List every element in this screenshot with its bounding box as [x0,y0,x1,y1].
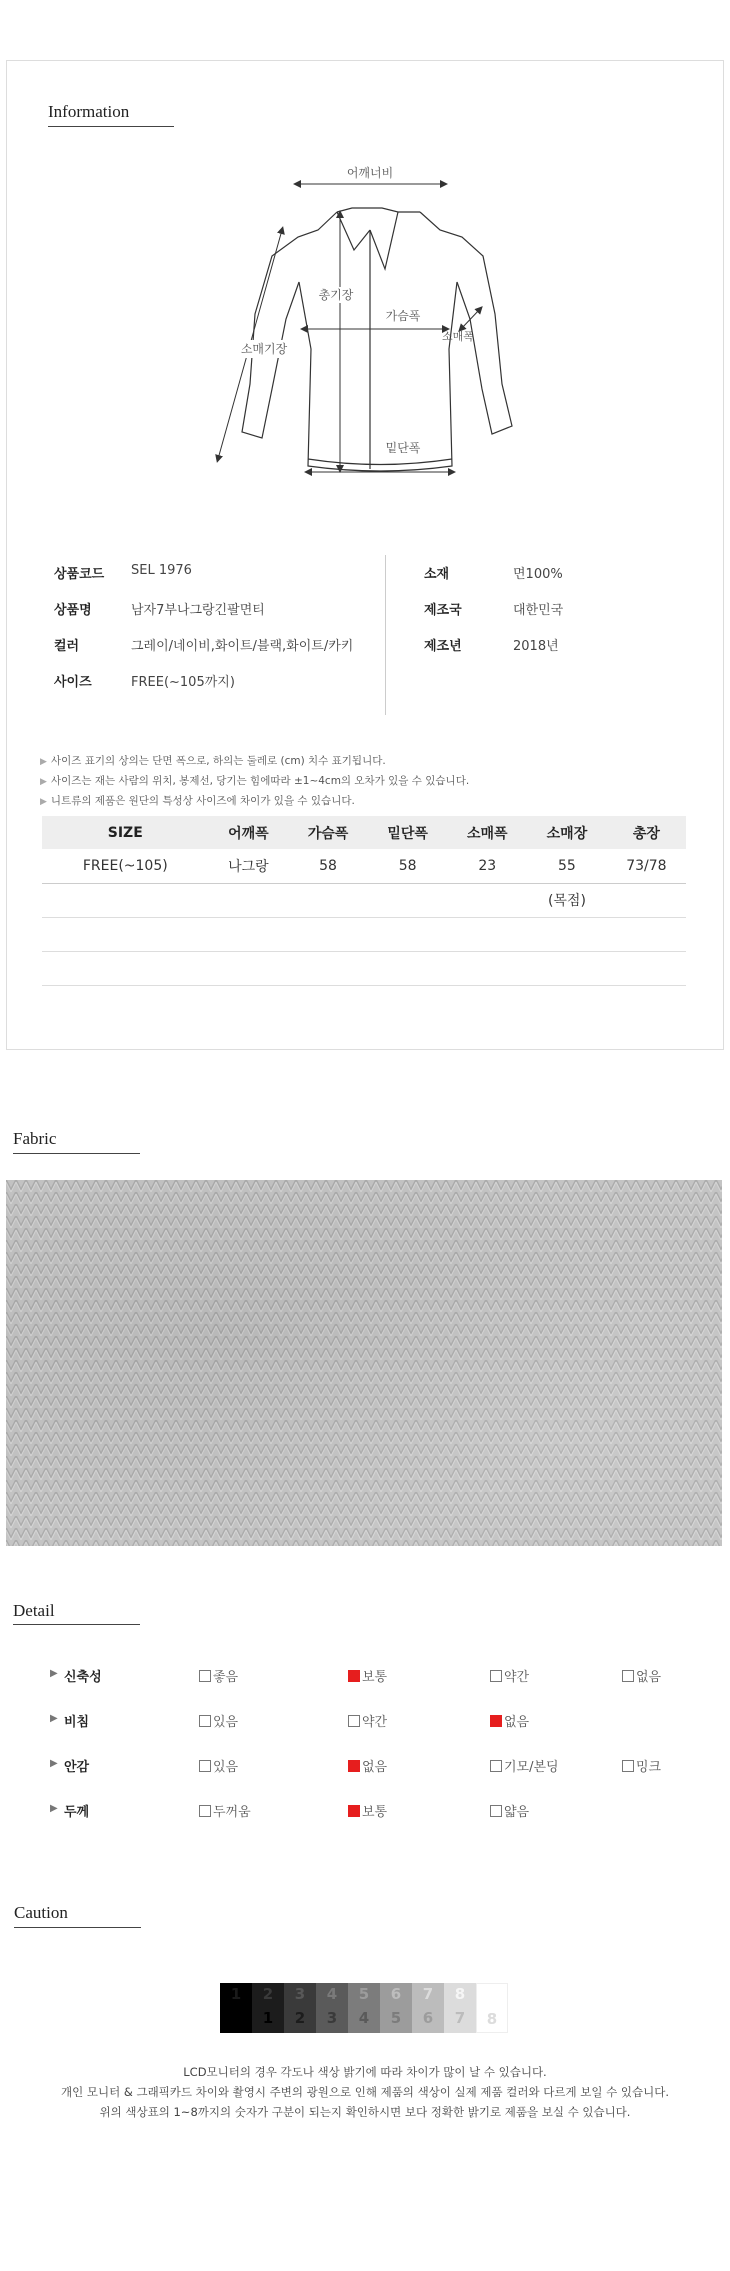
note-line: ▶ 니트류의 제품은 원단의 특성상 사이즈에 차이가 있을 수 있습니다. [40,795,355,807]
label-hem: 밑단폭 [385,441,421,455]
garment-diagram [200,104,530,504]
swatch-number-bottom: 4 [358,2009,370,2027]
swatch-number-top: 8 [454,1985,466,2003]
option-checkbox[interactable]: 없음 [622,1666,661,1685]
size-table-header [42,816,686,849]
detail-label: 안감 [64,1760,90,1775]
spec-value: 2018년 [513,639,559,654]
swatch-number-top: 7 [422,1985,434,2003]
swatch-number-bottom: 1 [262,2009,274,2027]
detail-title: Detail [13,1601,55,1620]
spec-value: SEL 1976 [131,563,192,578]
swatch-number-top: 5 [358,1985,370,2003]
header-cell: 소매장 [527,816,607,849]
caution-title-underline [14,1927,141,1928]
option-checkbox[interactable]: 기모/본딩 [490,1756,559,1775]
spec-value: 그레이/네이비,화이트/블랙,화이트/카키 [131,639,354,654]
option-checkbox[interactable]: 두꺼움 [199,1801,251,1820]
option-checkbox[interactable]: 없음 [348,1756,387,1775]
option-checkbox[interactable]: 있음 [199,1711,238,1730]
swatch-number-top: 2 [262,1985,274,2003]
information-title: Information [48,102,130,121]
table-cell: 58 [288,849,368,883]
triangle-icon: ▶ [40,757,47,767]
fabric-title: Fabric [13,1129,57,1148]
table-cell: 55 [527,849,607,883]
swatch-number-bottom: 3 [326,2009,338,2027]
swatch-number-bottom: 2 [294,2009,306,2027]
label-total-length: 총기장 [318,288,354,302]
table-row [42,951,686,985]
option-checkbox[interactable]: 보통 [348,1801,387,1820]
note-line: ▶ 사이즈는 재는 사람의 위치, 봉제선, 당기는 힘에따라 ±1~4cm의 오차가 있을 수 있습니다. [40,775,470,787]
triangle-icon: ▶ [40,777,47,787]
caution-text [0,2062,730,2122]
brightness-swatch [476,1983,508,2033]
option-checkbox[interactable]: 얇음 [490,1801,529,1820]
spec-key: 사이즈 [54,675,92,690]
swatch-number-top: 6 [390,1985,402,2003]
spec-key: 컬러 [54,639,80,654]
swatch-number-bottom: 6 [422,2009,434,2027]
header-cell: SIZE [42,816,209,849]
brightness-swatch [380,1983,412,2033]
label-sleeve-length: 소매기장 [240,342,288,356]
knit-texture [6,1180,722,1546]
table-cell: 나그랑 [209,849,289,883]
option-checkbox[interactable]: 좋음 [199,1666,238,1685]
header-cell: 어깨폭 [209,816,289,849]
spec-value: FREE(~105까지) [131,675,235,690]
triangle-icon: ▶ [50,1758,58,1769]
note-line: ▶ 사이즈 표기의 상의는 단면 폭으로, 하의는 둘레로 (cm) 치수 표기됩니다. [40,755,386,767]
label-chest: 가슴폭 [385,309,421,323]
option-checkbox[interactable]: 있음 [199,1756,238,1775]
header-cell: 총장 [607,816,686,849]
table-row [42,849,686,883]
spec-key: 제조국 [424,603,462,618]
brightness-swatch [252,1983,284,2033]
table-cell: FREE(~105) [42,849,209,883]
option-checkbox[interactable]: 약간 [490,1666,529,1685]
header-cell: 밑단폭 [368,816,448,849]
swatch-number-top: 3 [294,1985,306,2003]
spec-key: 상품코드 [54,567,105,582]
label-sleeve-width: 소매폭 [442,330,474,343]
fabric-title-underline [13,1153,140,1154]
table-cell: (목점) [527,883,607,917]
spec-key: 제조년 [424,639,462,654]
brightness-swatch [348,1983,380,2033]
information-title-underline [48,126,174,127]
table-cell: 73/78 [607,849,686,883]
brightness-swatch [220,1983,252,2033]
detail-label: 비침 [64,1715,90,1730]
table-cell: 23 [447,849,527,883]
brightness-swatch [316,1983,348,2033]
swatch-number-bottom: 7 [454,2009,466,2027]
header-cell: 소매폭 [447,816,527,849]
caution-line: 개인 모니터 & 그래픽카드 차이와 촬영시 주변의 광원으로 인해 제품의 색상이 실제 제품 컬러와 다르게 보일 수 있습니다. [61,2085,669,2099]
brightness-swatch [412,1983,444,2033]
table-row [42,883,686,917]
brightness-swatch [444,1983,476,2033]
option-checkbox[interactable]: 보통 [348,1666,387,1685]
brightness-test-swatches [220,1983,510,2033]
triangle-icon: ▶ [50,1803,58,1814]
spec-value: 대한민국 [513,603,564,618]
detail-label: 두께 [64,1805,90,1820]
detail-label: 신축성 [64,1670,102,1685]
sleeve-width-arrow [461,309,480,329]
swatch-number-bottom: 8 [486,2010,498,2028]
caution-line: 위의 색상표의 1~8까지의 숫자가 구분이 되는지 확인하시면 보다 정확한 밝기로 제품을 보실 수 있습니다. [99,2105,631,2119]
swatch-number-top: 1 [230,1985,242,2003]
fabric-swatch-image [6,1180,722,1546]
table-cell: 58 [368,849,448,883]
caution-title: Caution [14,1903,68,1922]
triangle-icon: ▶ [50,1713,58,1724]
spec-key: 소재 [424,567,450,582]
option-checkbox[interactable]: 밍크 [622,1756,661,1775]
header-cell: 가슴폭 [288,816,368,849]
triangle-icon: ▶ [50,1668,58,1679]
table-row [42,917,686,951]
size-notes [40,752,469,812]
brightness-swatch [284,1983,316,2033]
swatch-number-top: 4 [326,1985,338,2003]
option-checkbox[interactable]: 약간 [348,1711,387,1730]
spec-value: 면100% [513,567,563,582]
spec-divider [385,555,386,715]
swatch-number-bottom: 5 [390,2009,402,2027]
detail-title-underline [13,1624,140,1625]
caution-line: LCD모니터의 경우 각도나 색상 밝기에 따라 차이가 많이 날 수 있습니다. [183,2065,547,2079]
option-checkbox[interactable]: 없음 [490,1711,529,1730]
label-shoulder: 어깨너비 [346,166,394,180]
size-table [42,816,686,986]
spec-value: 남자7부나그랑긴팔면티 [131,603,265,618]
triangle-icon: ▶ [40,797,47,807]
spec-key: 상품명 [54,603,92,618]
